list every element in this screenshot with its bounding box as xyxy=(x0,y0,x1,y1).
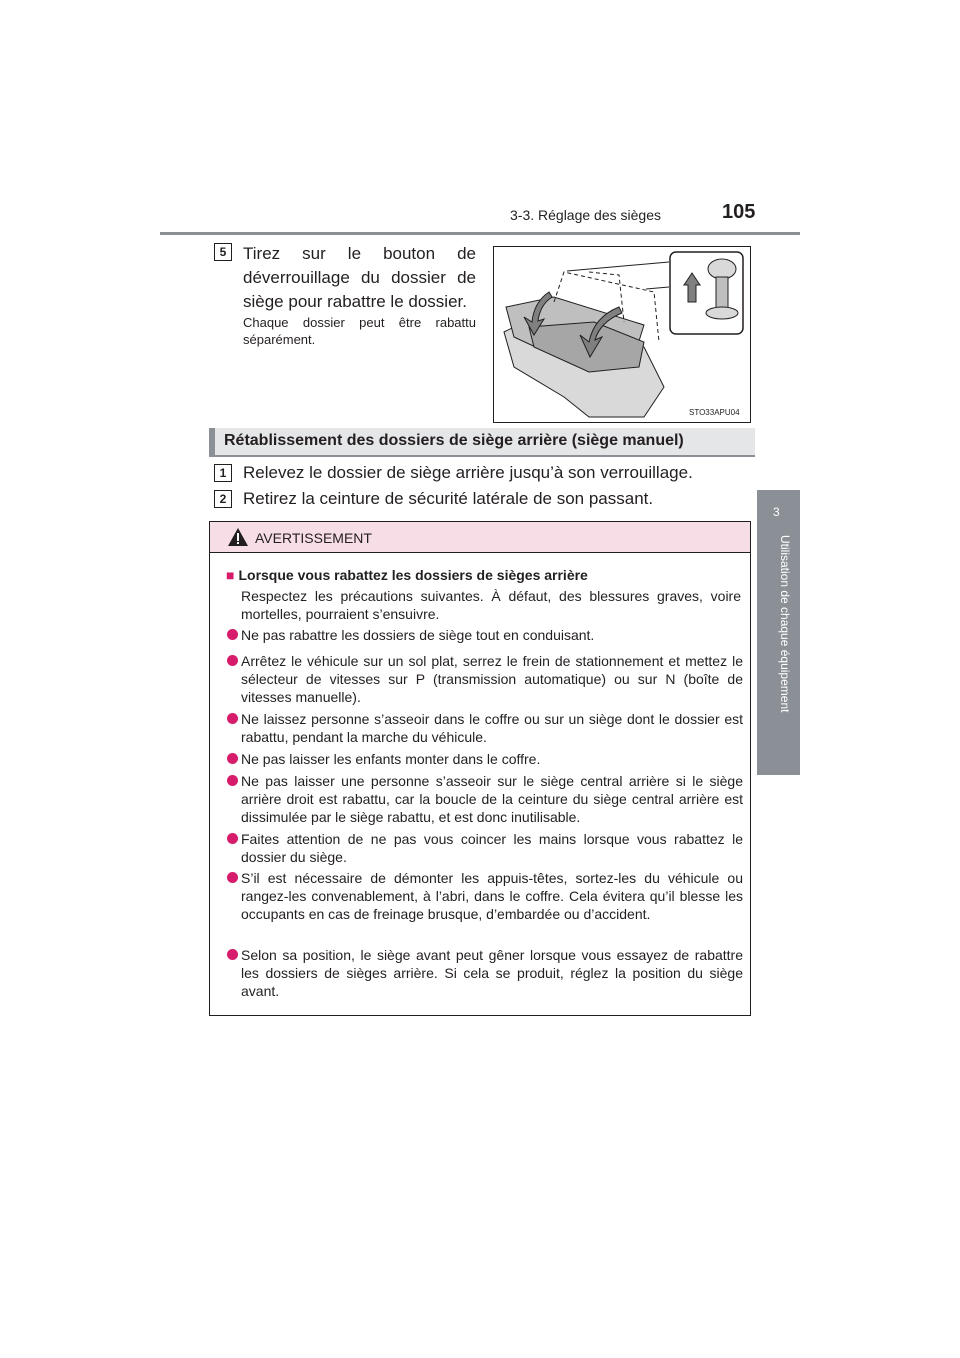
bullet-dot-icon xyxy=(227,872,238,883)
step-text: Retirez la ceinture de sécurité latérale de son passant. xyxy=(243,489,654,508)
warning-bullet: Ne pas rabattre les dossiers de siège tout en conduisant. xyxy=(241,627,595,643)
warning-bullet: Ne laissez personne s’asseoir dans le coffre ou sur un siège dont le dossier est rabattu, pendant la marche du véhicule. xyxy=(241,711,743,745)
warning-heading-text: Lorsque vous rabattez les dossiers de sièges arrière xyxy=(238,567,588,583)
warning-bullet: Ne pas laisser les enfants monter dans le coffre. xyxy=(241,751,541,767)
step-number-badge: 5 xyxy=(214,243,232,261)
chapter-number: 3 xyxy=(773,505,780,519)
step-text: Tirez sur le bouton de déverrouillage du dossier de siège pour rabattre le dossier. xyxy=(243,244,476,311)
bullet-dot-icon xyxy=(227,629,238,640)
bullet-dot-icon xyxy=(227,833,238,844)
page-number: 105 xyxy=(722,201,756,223)
bullet-dot-icon xyxy=(227,655,238,666)
section-title: Rétablissement des dossiers de siège arrière (siège manuel) xyxy=(224,432,684,449)
warning-bullet: Ne pas laisser une personne s’asseoir sur le siège central arrière si le siège arrière droit est rabattu, car la boucle de la ceinture du siège central arrière est dissimulée par le siège rabattu, et est donc inutilisable. xyxy=(241,773,743,825)
figure-code: STO33APU04 xyxy=(689,408,740,417)
bullet-dot-icon xyxy=(227,753,238,764)
warning-box xyxy=(209,521,751,1016)
header-section-title: 3-3. Réglage des sièges xyxy=(510,207,661,223)
warning-heading xyxy=(226,567,588,583)
seat-fold-illustration xyxy=(493,246,751,423)
warning-bullet: Faites attention de ne pas vous coincer les mains lorsque vous rabattez le dossier du siège. xyxy=(241,831,743,865)
warning-bullet: S’il est nécessaire de démonter les appuis-têtes, sortez-les du véhicule ou rangez-les convenablement, à l’abri, dans le coffre. Cela évitera qu’il blesse les occupants en cas de freinage brusque, d’embardée ou d’accident. xyxy=(241,870,743,922)
header-rule xyxy=(160,232,800,235)
step-text: Relevez le dossier de siège arrière jusqu’à son verrouillage. xyxy=(243,463,693,482)
step-note: Chaque dossier peut être rabattu séparément. xyxy=(243,315,476,347)
warning-intro: Respectez les précautions suivantes. À défaut, des blessures graves, voire mortelles, pourraient s’ensuivre. xyxy=(241,588,741,622)
warning-bullet: Arrêtez le véhicule sur un sol plat, serrez le frein de stationnement et mettez le sélecteur de vitesses sur P (transmission automatique) ou sur N (boîte de vitesses manuelle). xyxy=(241,653,743,705)
step-number-badge: 2 xyxy=(214,490,232,508)
warning-title: AVERTISSEMENT xyxy=(255,530,372,546)
bullet-dot-icon xyxy=(227,775,238,786)
bullet-dot-icon xyxy=(227,713,238,724)
chapter-label: Utilisation de chaque équipement xyxy=(778,535,792,713)
warning-header xyxy=(210,522,750,553)
square-bullet-icon: ■ xyxy=(226,567,235,583)
warning-bullet: Selon sa position, le siège avant peut gêner lorsque vous essayez de rabattre les dossiers de sièges arrière. Si cela se produit, réglez la position du siège avant. xyxy=(241,947,743,999)
rear-seat-fold-drawing xyxy=(494,247,750,422)
step-number-badge: 1 xyxy=(214,464,232,482)
warning-triangle-icon xyxy=(227,527,249,547)
bullet-dot-icon xyxy=(227,949,238,960)
section-rule xyxy=(209,455,755,457)
